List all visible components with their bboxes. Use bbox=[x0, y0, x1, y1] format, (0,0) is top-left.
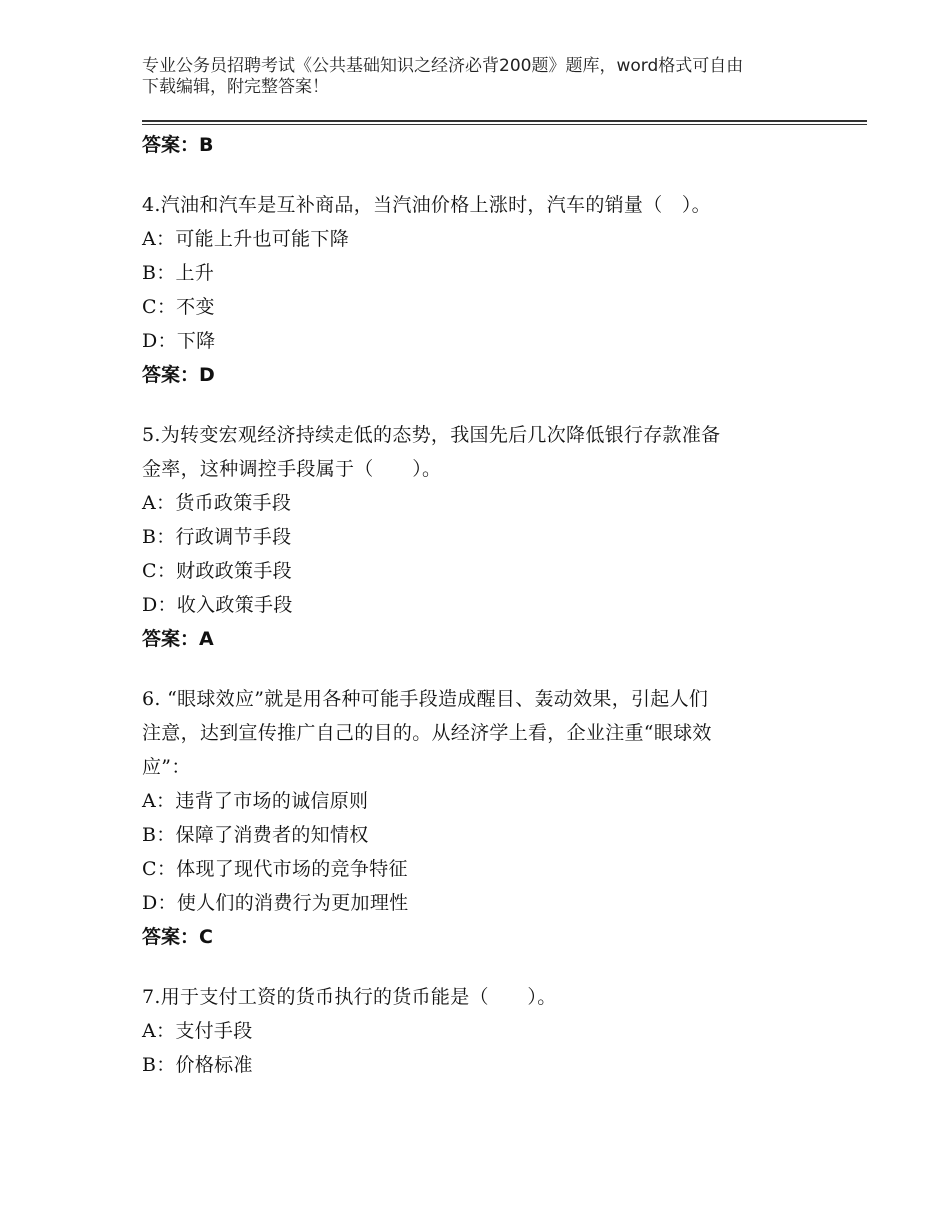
answer-label: 答案：B bbox=[142, 134, 214, 156]
question-list bbox=[142, 128, 842, 1082]
answer-label: 答案：C bbox=[142, 926, 213, 948]
option-d: D：收入政策手段 bbox=[142, 594, 293, 616]
stem-line: 7.用于支付工资的货币执行的货币能是（ ）。 bbox=[142, 986, 557, 1008]
option-d: D：使人们的消费行为更加理性 bbox=[142, 892, 409, 914]
stem-line: 注意，达到宣传推广自己的目的。从经济学上看，企业注重“眼球效 bbox=[142, 722, 712, 744]
question-item bbox=[142, 980, 842, 1082]
option-a: A：支付手段 bbox=[142, 1020, 253, 1042]
option-a: A：货币政策手段 bbox=[142, 492, 292, 514]
option-c: C：财政政策手段 bbox=[142, 560, 292, 582]
question-item bbox=[142, 682, 842, 954]
option-b: B：保障了消费者的知情权 bbox=[142, 824, 369, 846]
question-item bbox=[142, 188, 842, 392]
stem-line: 4.汽油和汽车是互补商品，当汽油价格上涨时，汽车的销量（ ）。 bbox=[142, 194, 711, 216]
option-d: D：下降 bbox=[142, 330, 216, 352]
option-c: C：体现了现代市场的竞争特征 bbox=[142, 858, 408, 880]
header-line-2: 下载编辑，附完整答案！ bbox=[142, 77, 329, 97]
question-stem bbox=[142, 188, 842, 222]
stem-line: 5.为转变宏观经济持续走低的态势，我国先后几次降低银行存款准备 bbox=[142, 424, 721, 446]
question-stem bbox=[142, 418, 842, 486]
option-b: B：价格标准 bbox=[142, 1054, 253, 1076]
option-b: B：上升 bbox=[142, 262, 215, 284]
stem-line: 应”： bbox=[142, 756, 191, 778]
question-item bbox=[142, 418, 842, 656]
stem-line: 6. “眼球效应”就是用各种可能手段造成醒目、轰动效果，引起人们 bbox=[142, 688, 709, 710]
question-stem bbox=[142, 980, 842, 1014]
header-line-1: 专业公务员招聘考试《公共基础知识之经济必背200题》题库，word格式可自由 bbox=[142, 56, 744, 76]
stem-line: 金率，这种调控手段属于（ ）。 bbox=[142, 458, 442, 480]
header-divider bbox=[142, 120, 867, 125]
option-a: A：可能上升也可能下降 bbox=[142, 228, 350, 250]
option-c: C：不变 bbox=[142, 296, 215, 318]
option-a: A：违背了市场的诚信原则 bbox=[142, 790, 369, 812]
answer-label: 答案：D bbox=[142, 364, 215, 386]
page-header bbox=[142, 56, 842, 98]
question-stem bbox=[142, 682, 842, 784]
answer-label: 答案：A bbox=[142, 628, 214, 650]
option-b: B：行政调节手段 bbox=[142, 526, 292, 548]
